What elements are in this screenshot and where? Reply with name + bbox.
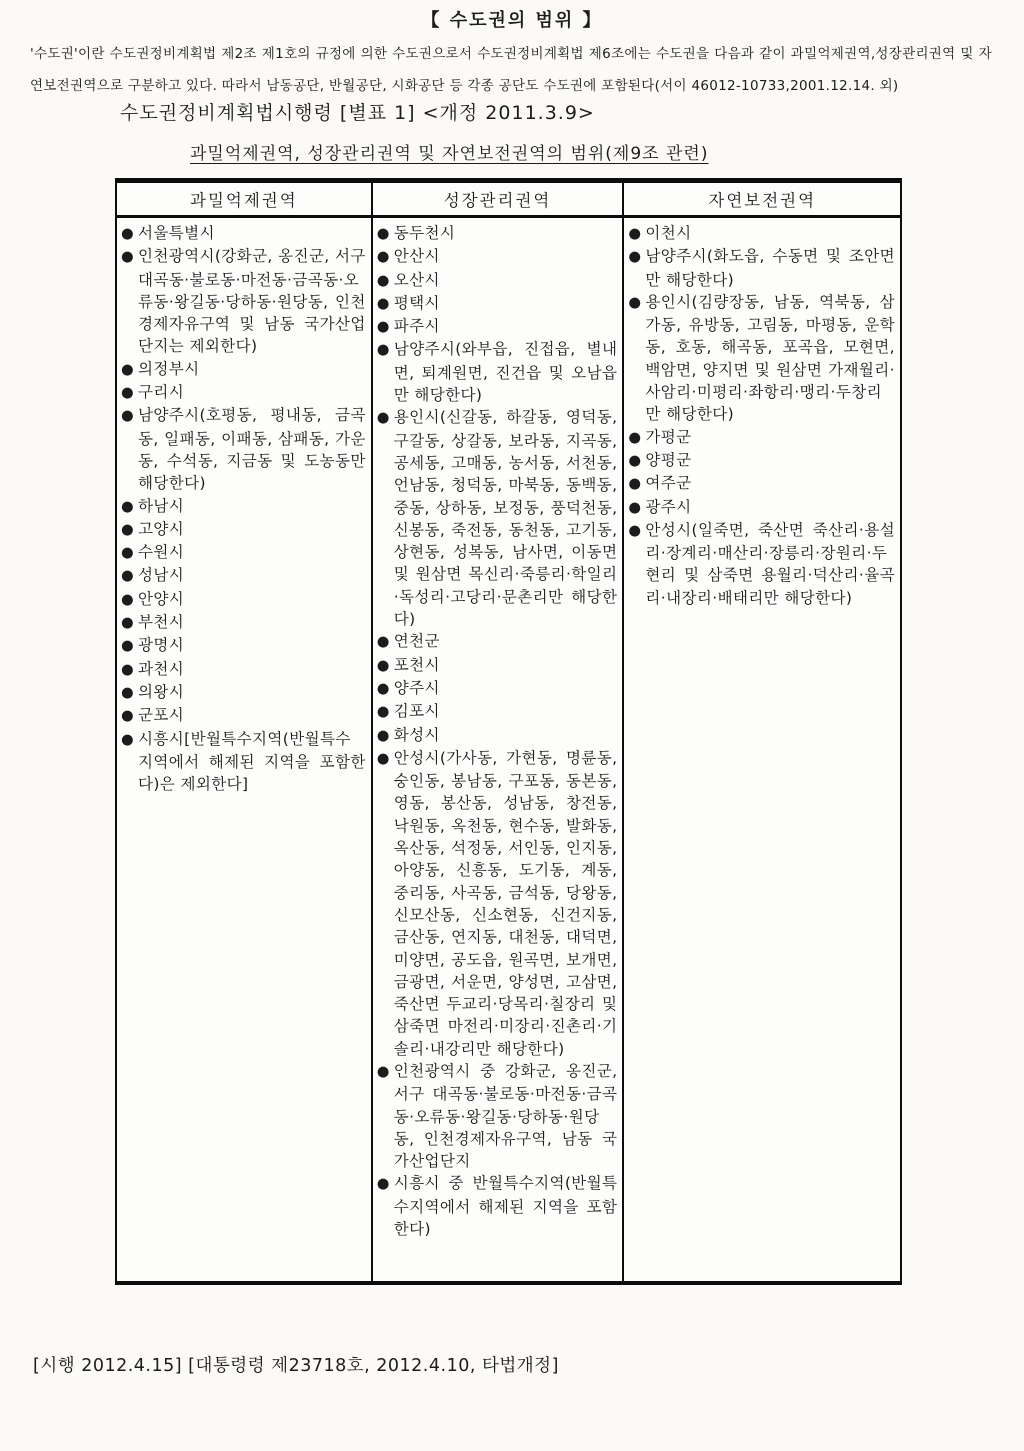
region-list-item xyxy=(377,724,618,747)
region-text: 시흥시[반월특수지역(반월특수지역에서 해제된 지역을 포함한다)은 제외한다] xyxy=(138,729,366,794)
region-text: 화성시 xyxy=(393,725,440,744)
region-text: 남양주시(와부읍, 진접읍, 별내면, 퇴계원면, 진건읍 및 오남읍만 해당한다) xyxy=(393,340,618,405)
table-header-row xyxy=(117,183,900,218)
region-text: 안양시 xyxy=(138,589,185,608)
region-text: 이천시 xyxy=(645,224,692,242)
region-text: 파주시 xyxy=(393,317,440,336)
bullet-icon: ● xyxy=(121,591,135,608)
bullet-icon: ● xyxy=(628,226,642,242)
region-list-item xyxy=(377,222,618,245)
region-list-item xyxy=(121,681,366,704)
region-list-item xyxy=(377,406,618,630)
region-text: 성남시 xyxy=(138,566,185,585)
enforcement-footer: [시행 2012.4.15] [대통령령 제23718호, 2012.4.10, 타법개정] xyxy=(33,1356,559,1376)
page-title: 【 수도권의 범위 】 xyxy=(421,10,603,31)
region-text: 평택시 xyxy=(393,293,440,312)
bullet-icon: ● xyxy=(121,731,135,748)
region-list-item xyxy=(628,519,895,609)
region-text: 부천시 xyxy=(138,613,185,632)
region-list-item xyxy=(121,222,366,245)
bullet-icon: ● xyxy=(121,385,135,402)
region-text: 수원시 xyxy=(138,543,185,562)
column-nature-conservation-zone xyxy=(624,218,900,1281)
region-list-item xyxy=(628,426,895,449)
region-text: 시흥시 중 반월특수지역(반월특수지역에서 해제된 지역을 포함한다) xyxy=(393,1174,618,1239)
region-list-item xyxy=(121,404,366,494)
region-list-item xyxy=(628,472,895,495)
region-text: 광주시 xyxy=(645,497,692,516)
region-list-item xyxy=(377,677,618,700)
bullet-icon: ● xyxy=(628,476,642,493)
bullet-icon: ● xyxy=(376,295,390,312)
region-list-item xyxy=(377,338,618,406)
intro-paragraph: '수도권'이란 수도권정비계획법 제2조 제1호의 규정에 의한 수도권으로서 수도권정비계획법 제6조에는 수도권을 다음과 같이 과밀억제권역,성장관리권역 및 자연보전권역으로 구분하고 있다. 따라서 남동공단, 반월공단, 시화공단 등 각종 공단도 수도권에 포함된다(서이 46012-10733,2001.12.14. 외) xyxy=(30,46,992,94)
bullet-icon: ● xyxy=(376,319,390,336)
region-list-item xyxy=(121,495,366,518)
header-nature-conservation-zone: 자연보전권역 xyxy=(708,191,817,210)
region-text: 고양시 xyxy=(138,519,185,538)
bullet-icon: ● xyxy=(376,704,390,721)
bullet-icon: ● xyxy=(376,272,390,289)
header-growth-management-zone: 성장관리권역 xyxy=(373,183,625,215)
region-text: 여주군 xyxy=(645,474,692,493)
region-list-item xyxy=(121,245,366,357)
bullet-icon: ● xyxy=(121,615,135,632)
region-text: 군포시 xyxy=(138,706,185,725)
region-list-item xyxy=(377,700,618,723)
region-text: 과천시 xyxy=(138,659,185,678)
bullet-icon: ● xyxy=(121,498,135,515)
bullet-icon: ● xyxy=(376,750,390,767)
table-title: 과밀억제권역, 성장관리권역 및 자연보전권역의 범위(제9조 관련) xyxy=(190,144,709,164)
region-list-item xyxy=(121,611,366,634)
bullet-icon: ● xyxy=(628,452,642,469)
region-text: 남양주시(호평동, 평내동, 금곡동, 일패동, 이패동, 삼패동, 가운동, 수석동, 지금동 및 도농동만 해당한다) xyxy=(138,406,366,493)
bullet-icon: ● xyxy=(121,521,135,538)
bullet-icon: ● xyxy=(628,294,642,311)
bullet-icon: ● xyxy=(628,522,642,539)
region-list-item xyxy=(377,245,618,268)
bullet-icon: ● xyxy=(121,638,135,655)
bullet-icon: ● xyxy=(376,727,390,744)
column-overconcentration-zone xyxy=(117,218,373,1281)
bullet-icon: ● xyxy=(121,708,135,725)
region-list-item xyxy=(628,245,895,291)
bullet-icon: ● xyxy=(121,249,135,266)
region-text: 연천군 xyxy=(393,632,440,651)
bullet-icon: ● xyxy=(376,410,390,427)
region-text: 동두천시 xyxy=(393,224,456,242)
region-list-item xyxy=(377,1172,618,1240)
region-list-item xyxy=(377,747,618,1060)
region-list-item xyxy=(121,541,366,564)
region-list-item xyxy=(121,588,366,611)
region-list-item xyxy=(121,728,366,796)
bullet-icon: ● xyxy=(121,684,135,701)
bullet-icon: ● xyxy=(376,249,390,266)
decree-subtitle: 수도권정비계획법시행령 [별표 1] <개정 2011.3.9> xyxy=(120,102,595,124)
region-text: 의정부시 xyxy=(138,359,200,378)
region-list-item xyxy=(628,449,895,472)
region-list-item xyxy=(377,654,618,677)
region-text: 의왕시 xyxy=(138,682,185,701)
region-text: 오산시 xyxy=(393,270,440,289)
bullet-icon: ● xyxy=(376,342,390,359)
bullet-icon: ● xyxy=(376,1176,390,1193)
region-text: 용인시(신갈동, 하갈동, 영덕동, 구갈동, 상갈동, 보라동, 지곡동, 공세동, 고매동, 농서동, 서천동, 언남동, 청덕동, 마북동, 동백동, 중동, 상하동, 보정동, 풍덕천동, 신봉동, 죽전동, 동천동, 고기동, 상현동, 성복동, 남사면, 이동면 및 원삼면 목신리·죽릉리·학일리·독성리·고당리·문촌리만 해당한다) xyxy=(393,408,618,629)
region-text: 구리시 xyxy=(138,383,185,402)
region-list-item xyxy=(121,518,366,541)
bullet-icon: ● xyxy=(376,657,390,674)
region-text: 인천광역시(강화군, 옹진군, 서구 대곡동·불로동·마전동·금곡동·오류동·왕길동·당하동·원당동, 인천경제자유구역 및 남동 국가산업단지는 제외한다) xyxy=(138,247,366,356)
bullet-icon: ● xyxy=(121,226,135,242)
region-list-item xyxy=(121,564,366,587)
region-text: 포천시 xyxy=(393,655,440,674)
region-list-item xyxy=(377,630,618,653)
region-text: 남양주시(화도읍, 수동면 및 조안면만 해당한다) xyxy=(645,247,895,289)
column-growth-management-zone xyxy=(373,218,625,1281)
region-text: 양평군 xyxy=(645,450,692,469)
bullet-icon: ● xyxy=(121,545,135,562)
region-list-item xyxy=(121,381,366,404)
bullet-icon: ● xyxy=(376,226,390,242)
bullet-icon: ● xyxy=(121,661,135,678)
region-text: 서울특별시 xyxy=(138,224,215,242)
region-text: 인천광역시 중 강화군, 옹진군, 서구 대곡동·불로동·마전동·금곡동·오류동·왕길동·당하동·원당동, 인천경제자유구역, 남동 국가산업단지 xyxy=(393,1061,618,1171)
region-table xyxy=(115,178,902,1285)
region-list-item xyxy=(377,1060,618,1172)
bullet-icon: ● xyxy=(121,361,135,378)
region-list-item xyxy=(628,291,895,426)
bullet-icon: ● xyxy=(628,429,642,446)
region-list-item xyxy=(628,496,895,519)
bullet-icon: ● xyxy=(376,1063,390,1080)
region-list-item xyxy=(121,658,366,681)
region-text: 양주시 xyxy=(393,678,440,697)
region-list-item xyxy=(121,634,366,657)
region-text: 안성시(가사동, 가현동, 명륜동, 숭인동, 봉남동, 구포동, 동본동, 영동, 봉산동, 성남동, 창전동, 낙원동, 옥천동, 현수동, 발화동, 옥산동, 석정동, 서인동, 인지동, 아양동, 신흥동, 도기동, 계동, 중리동, 사곡동, 금석동, 당왕동, 신모산동, 신소현동, 신건지동, 금산동, 연지동, 대천동, 대덕면, 미양면, 공도읍, 원곡면, 보개면, 금광면, 서운면, 양성면, 고삼면, 죽산면 두교리·당목리·칠장리 및 삼죽면 마전리·미장리·진촌리·기솔리·내강리만 해당한다) xyxy=(393,748,618,1058)
bullet-icon: ● xyxy=(376,634,390,651)
bullet-icon: ● xyxy=(121,408,135,425)
header-overconcentration-zone: 과밀억제권역 xyxy=(117,183,373,215)
bullet-icon: ● xyxy=(628,499,642,516)
bullet-icon: ● xyxy=(121,568,135,585)
bullet-icon: ● xyxy=(628,249,642,266)
region-text: 광명시 xyxy=(138,636,185,655)
region-list-item xyxy=(377,269,618,292)
bullet-icon: ● xyxy=(376,680,390,697)
region-list-item xyxy=(628,222,895,245)
region-list-item xyxy=(121,358,366,381)
region-text: 안산시 xyxy=(393,247,440,266)
region-list-item xyxy=(377,315,618,338)
region-text: 하남시 xyxy=(138,496,185,515)
table-body xyxy=(117,218,900,1281)
region-list-item xyxy=(121,704,366,727)
region-text: 용인시(김량장동, 남동, 역북동, 삼가동, 유방동, 고림동, 마평동, 운학동, 호동, 해곡동, 포곡읍, 모현면, 백암면, 양지면 및 원삼면 가재월리·사암리·미평리·좌항리·맹리·두창리만 해당한다) xyxy=(645,292,895,424)
region-list-item xyxy=(377,292,618,315)
region-text: 안성시(일죽면, 죽산면 죽산리·용설리·장계리·매산리·장릉리·장원리·두현리 및 삼죽면 용월리·덕산리·율곡리·내장리·배태리만 해당한다) xyxy=(645,520,895,607)
region-text: 가평군 xyxy=(645,427,692,446)
region-text: 김포시 xyxy=(393,702,440,721)
